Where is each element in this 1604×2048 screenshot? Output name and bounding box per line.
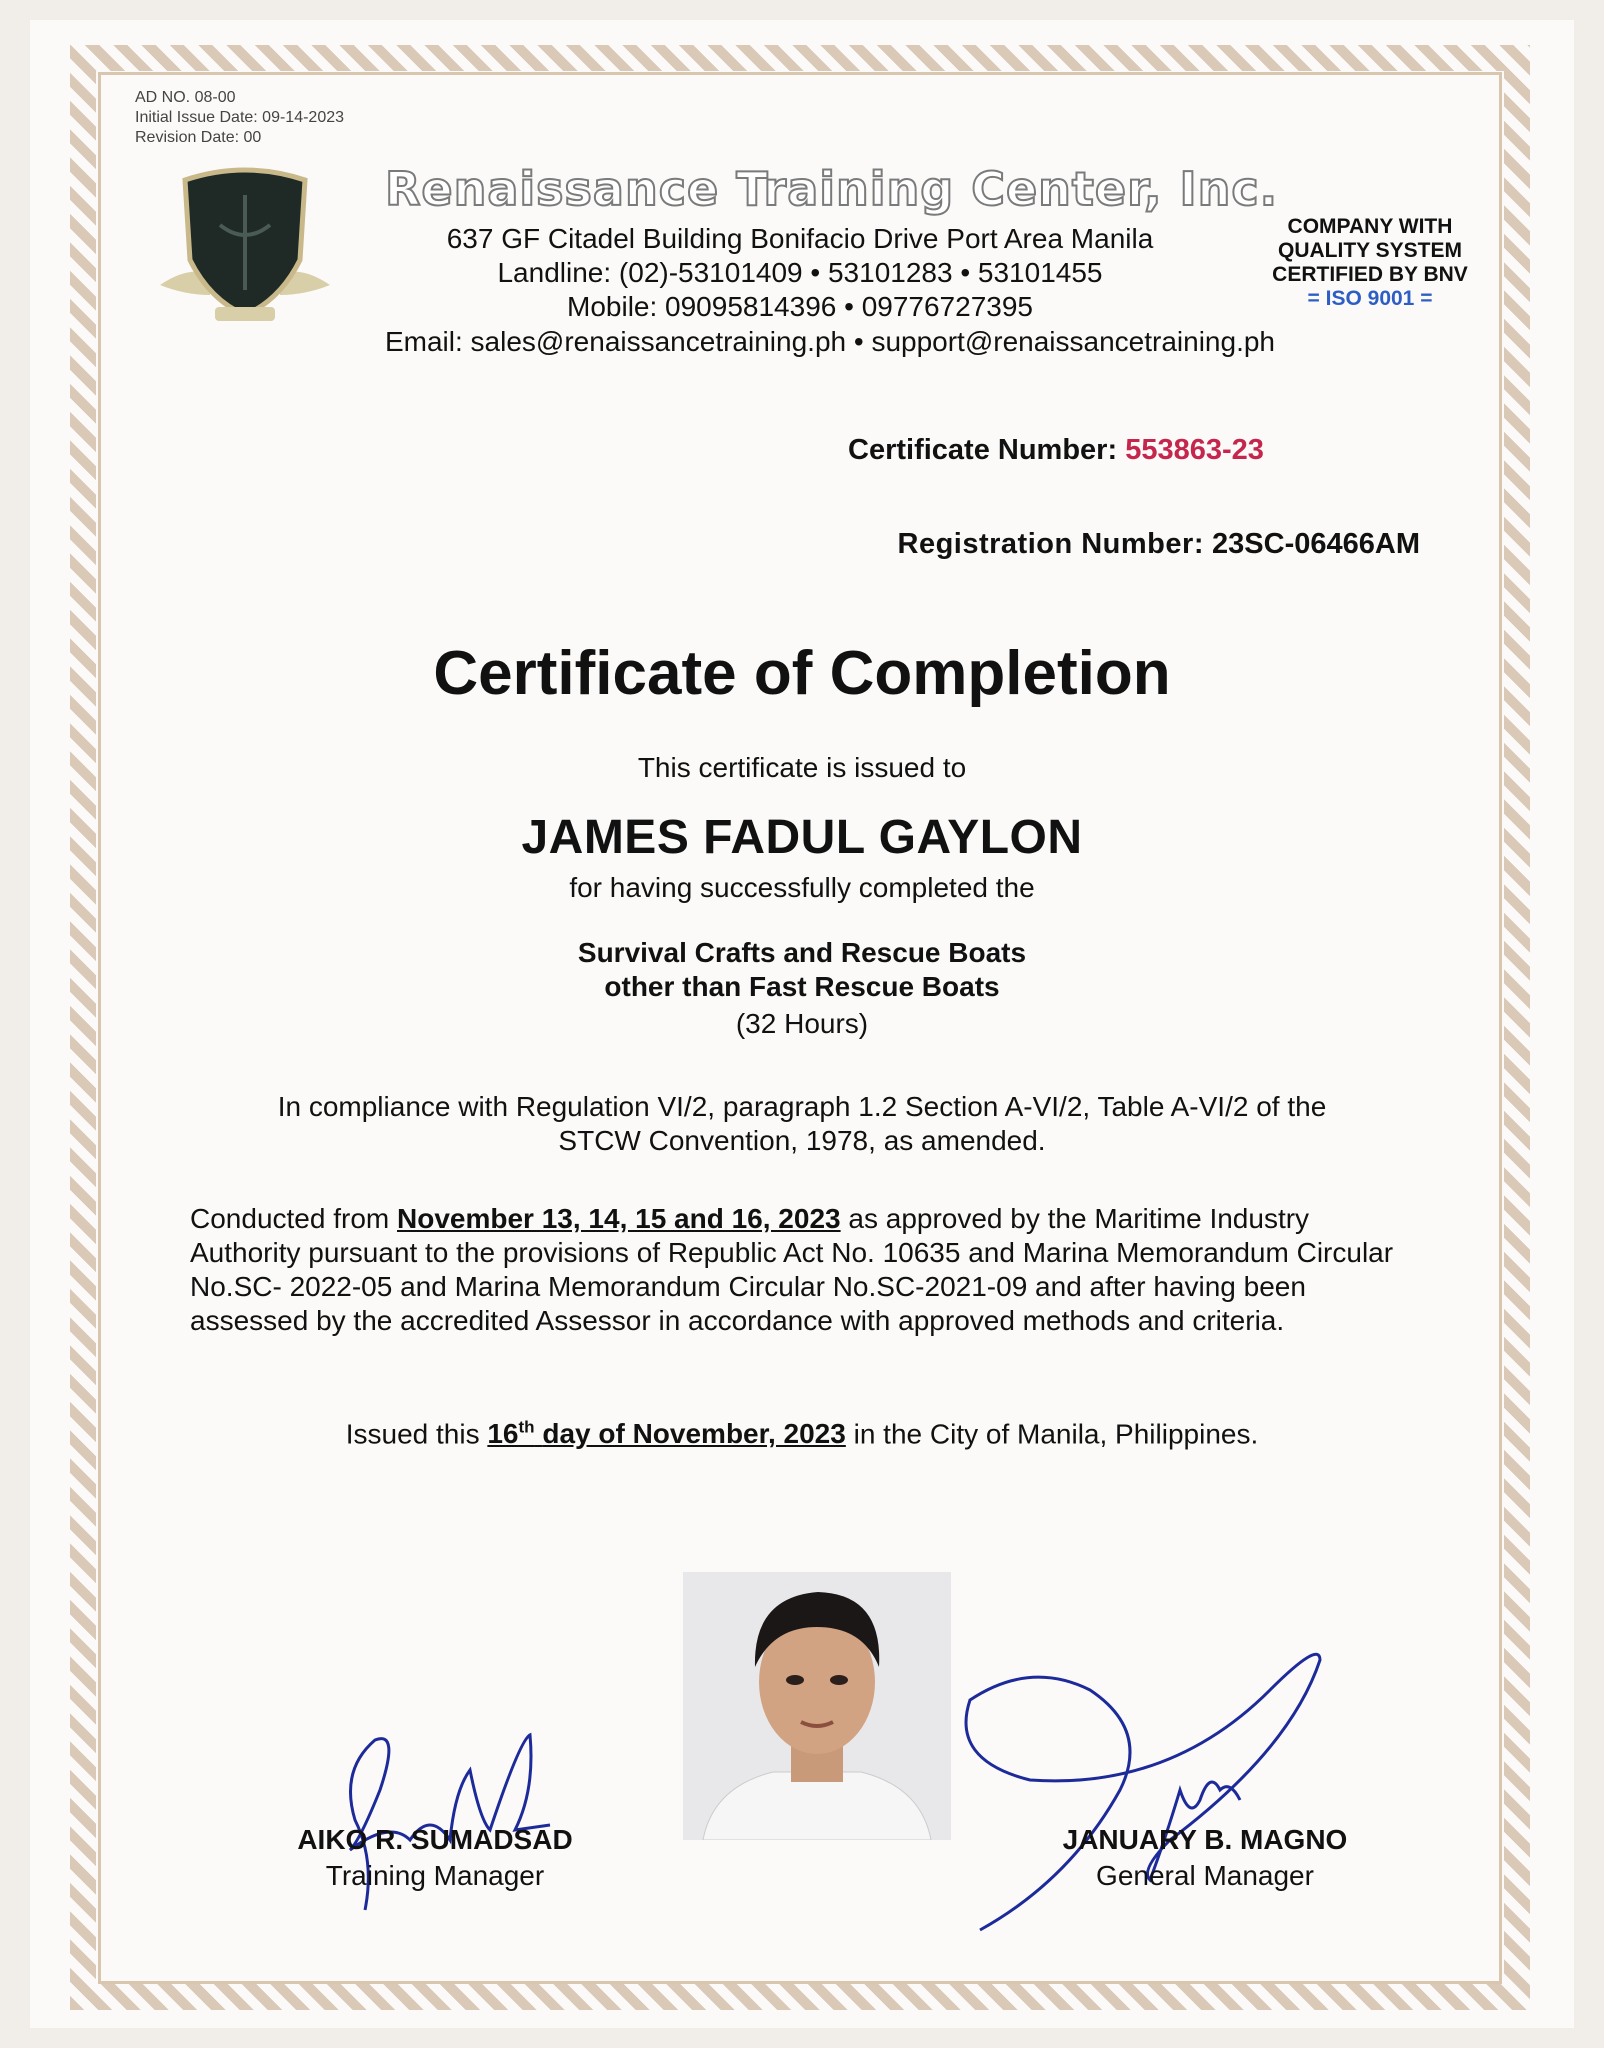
- conducted-paragraph: [190, 1202, 1420, 1338]
- iso-badge: = ISO 9001 =: [1307, 287, 1433, 310]
- training-manager-title: Training Manager: [325, 1860, 545, 1891]
- certificate-number: [848, 434, 1604, 467]
- certificate-number-label: Certificate Number:: [848, 434, 1118, 466]
- general-manager-block: [1020, 1822, 1390, 1894]
- issued-month: day of November, 2023: [542, 1418, 846, 1450]
- recipient-photo: [683, 1572, 951, 1840]
- general-manager-name: JANUARY B. MAGNO: [1062, 1824, 1348, 1855]
- compliance-statement: [200, 1090, 1404, 1158]
- compliance-line-2: STCW Convention, 1978, as amended.: [558, 1125, 1046, 1156]
- compliance-line-1: In compliance with Regulation VI/2, paragraph 1.2 Section A-VI/2, Table A-VI/2 of the: [277, 1091, 1327, 1122]
- shield-logo-icon: [150, 165, 340, 335]
- recipient-name: JAMES FADUL GAYLON: [521, 811, 1083, 864]
- revision-date: Revision Date: 00: [135, 129, 262, 146]
- issued-day: 16: [487, 1418, 519, 1450]
- training-manager-name: AIKO R. SUMADSAD: [297, 1824, 573, 1855]
- company-contact: [330, 222, 1270, 324]
- issued-to-text: This certificate is issued to: [637, 752, 967, 783]
- issued-place: in the City of Manila, Philippines.: [853, 1418, 1259, 1450]
- certificate-title: Certificate of Completion: [433, 639, 1171, 708]
- document-control-info: [135, 88, 344, 148]
- conducted-prefix: Conducted from: [190, 1203, 390, 1234]
- company-name: Renaissance Training Center, Inc.: [385, 162, 1279, 216]
- course-title-line-2: other than Fast Rescue Boats: [604, 971, 1000, 1002]
- training-manager-block: [270, 1822, 600, 1894]
- general-manager-title: General Manager: [1096, 1860, 1314, 1891]
- course-hours: (32 Hours): [735, 1008, 869, 1039]
- ad-number: AD NO. 08-00: [135, 89, 236, 106]
- company-mobile: Mobile: 09095814396 • 09776727395: [567, 291, 1033, 322]
- quality-line-2: QUALITY SYSTEM: [1278, 239, 1462, 262]
- company-address: 637 GF Citadel Building Bonifacio Drive Port Area Manila: [446, 223, 1154, 254]
- quality-line-1: COMPANY WITH: [1287, 215, 1453, 238]
- registration-number-value: 23SC-06466AM: [1212, 528, 1420, 560]
- completion-text: for having successfully completed the: [569, 872, 1035, 903]
- initial-issue-date: Initial Issue Date: 09-14-2023: [135, 109, 345, 126]
- conducted-dates: November 13, 14, 15 and 16, 2023: [397, 1203, 841, 1234]
- course-title-line-1: Survival Crafts and Rescue Boats: [577, 937, 1027, 968]
- conducted-details: as approved by the Maritime Industry Authority pursuant to the provisions of Republic Act No. 10635 and Marina Memorandum Circular No.SC- 2022-05 and Marina Memorandum Circular No.SC-2021-09 and after having been assessed by the accredited Assessor in accordance with approved methods and criteria.: [190, 1203, 1394, 1336]
- company-landline: Landline: (02)-53101409 • 53101283 • 53101455: [497, 257, 1103, 288]
- quality-certification: [1245, 215, 1495, 311]
- course-title: [0, 936, 1604, 1004]
- company-email: Email: sales@renaissancetraining.ph • support@renaissancetraining.ph: [384, 326, 1275, 357]
- certificate-number-value: 553863-23: [1125, 434, 1264, 466]
- issued-prefix: Issued this: [345, 1418, 480, 1450]
- issued-day-suffix: th: [518, 1418, 535, 1437]
- registration-number: [700, 528, 1420, 561]
- registration-number-label: Registration Number:: [897, 528, 1204, 560]
- issue-statement: [0, 1418, 1604, 1450]
- quality-line-3: CERTIFIED BY BNV: [1272, 263, 1468, 286]
